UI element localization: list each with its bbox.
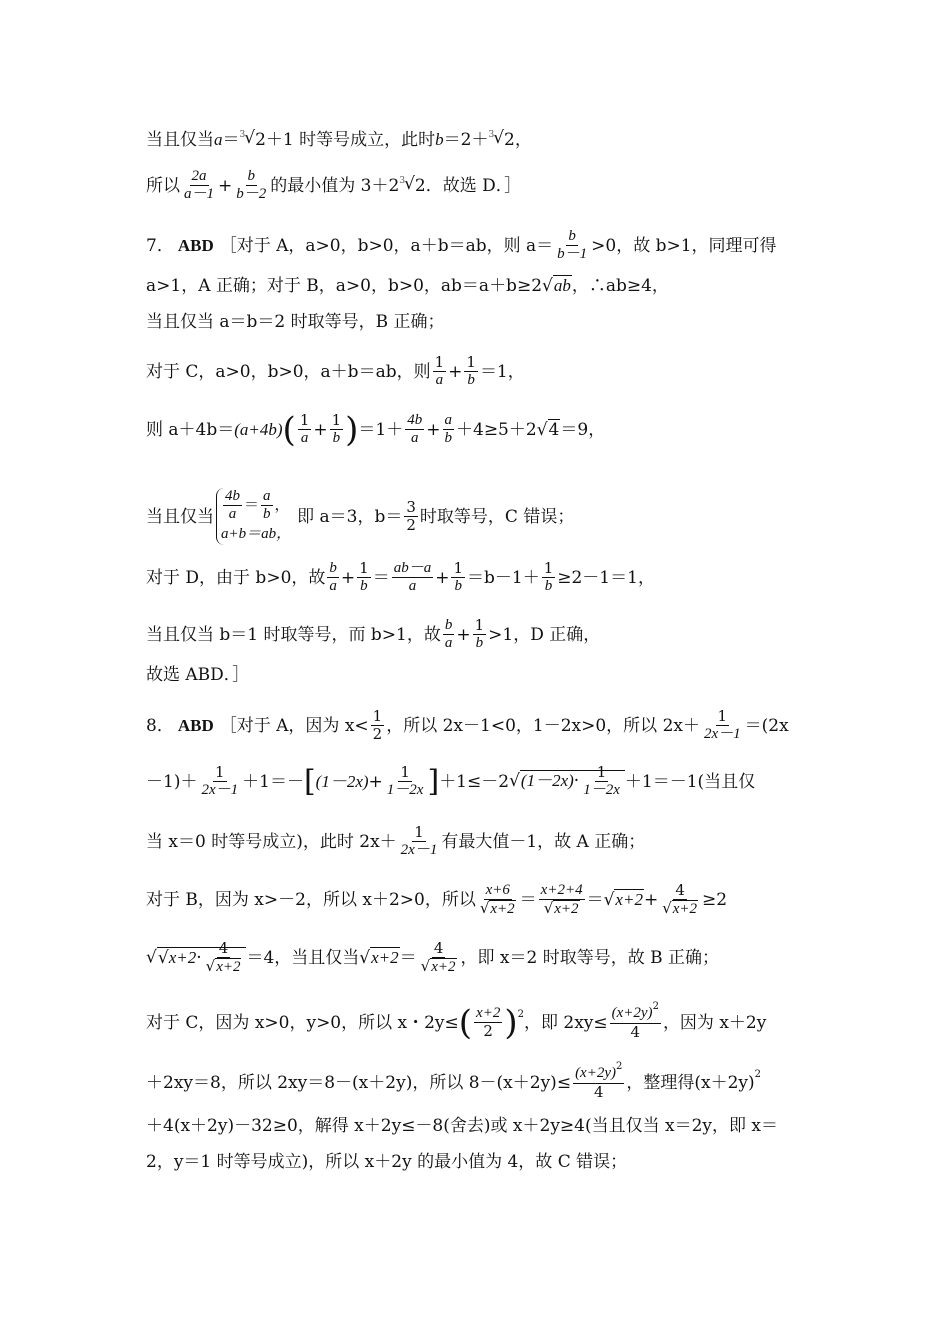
fraction: $\frac{b}{b-2}$: [236, 168, 267, 202]
text-line: ＋2xy＝8，所以 2xy＝8－(x＋2y)，所以 8－(x＋2y)≤ $\frac{(x+2y)^2}{4}$ ，整理得(x＋2y) 2: [146, 1061, 762, 1101]
text-line: 对于 B，因为 x>－2，所以 x＋2>0，所以 $\frac{x+6}{√x+2}$ ＝ $\frac{x+2+4}{√x+2}$ ＝ √x+2 + $\frac{4}{√x+2}$ ≥2: [146, 881, 728, 917]
text-line: 当且仅当 $\frac{4b}{a}$ ＝ $\frac{a}{b}$ ， a+b＝ab， 即 a＝3，b＝ $\frac{3}{2}$ 时取等号，C 错误；: [146, 488, 806, 545]
text-line: 对于 D，由于 b>0，故 $\frac{b}{a}$ + $\frac{1}{b}$ ＝ $\frac{ab-a}{a}$ + $\frac{1}{b}$ ＝b－1＋ $\frac{1}{b}$ ≥2－1＝1，: [146, 559, 655, 594]
text-line: 当且仅当 b＝1 时取等号，而 b>1，故 $\frac{b}{a}$ + $\frac{1}{b}$ >1，D 正确，: [146, 616, 601, 651]
text-line: 所以 $\frac{2a}{a-1}$ + $\frac{b}{b-2}$ 的最小值为 3＋2 $^3$√ 2．故选 D．］: [146, 168, 522, 202]
cube-root: $^3$√: [399, 174, 415, 194]
text-line: 则 a＋4b＝ (a+4b) ( $\frac{1}{a}$ + $\frac{1}{b}$ ) ＝1＋ $\frac{4b}{a}$ + $\frac{a}{b}$ ＋4≥5＋2 √4 ＝9，: [146, 409, 606, 450]
square-root: √√x+2· $\frac{4}{√x+2}$: [146, 940, 246, 976]
fraction: $\frac{2a}{a-1}$: [184, 168, 215, 202]
fraction: $\frac{a}{b}$: [444, 412, 452, 446]
text-line: 2，y＝1 时等号成立)，所以 x＋2y 的最小值为 4，故 C 错误；: [146, 1152, 628, 1172]
square-root: √(1－2x)· $\frac{1}{1-2x}$: [509, 764, 625, 799]
fraction: $\frac{b}{b-1}$: [557, 228, 588, 262]
fraction: $\frac{4b}{a}$: [407, 412, 423, 446]
text-line: √√x+2· $\frac{4}{√x+2}$ ＝4，当且仅当 √x+2 ＝ $\frac{4}{√x+2}$ ，即 x＝2 时取等号，故 B 正确；: [146, 939, 720, 975]
fraction: $\frac{3}{2}$: [406, 498, 416, 534]
text-line: 当且仅当 a ＝ $^3$√ 2＋1 时等号成立，此时 b ＝2＋ $^3$√ 2，: [146, 126, 806, 153]
question-7-header: 7． ABD ［对于 A， a>0，b>0，a＋b＝ab，则 a＝ $\frac{b}{b-1}$ >0，故 b>1，同理可得: [146, 228, 777, 262]
text-line: 当且仅当 a＝b＝2 时取等号，B 正确；: [146, 312, 445, 332]
square-root: √4: [536, 419, 560, 440]
fraction: $\frac{1}{b}$: [331, 411, 342, 446]
cube-root: $^3$√: [488, 128, 505, 148]
text-line: 故选 ABD．］: [146, 665, 250, 685]
text-line: 对于 C，a>0，b>0，a＋b＝ab，则 $\frac{1}{a}$ + $\frac{1}{b}$ ＝1，: [146, 353, 525, 388]
fraction: $\frac{1}{a}$: [434, 353, 445, 388]
equation-system: $\frac{4b}{a}$ ＝ $\frac{a}{b}$ ， a+b＝ab，: [216, 488, 291, 545]
fraction: $\frac{1}{a}$: [299, 411, 310, 446]
text-line: 对于 C，因为 x>0，y>0，所以 x・2y≤ ( $\frac{x+2}{2}$ ) 2 ，即 2xy≤ $\frac{(x+2y)^2}{4}$ ，因为 x＋2y: [146, 1001, 767, 1043]
fraction: $\frac{1}{b}$: [466, 353, 476, 388]
question-8-header: 8． ABD ［对于 A，因为 x< $\frac{1}{2}$ ，所以 2x－1<0，1－2x>0，所以 2x＋ $\frac{1}{2x-1}$ ＝(2x: [146, 707, 789, 743]
text-line: －1)＋ $\frac{1}{2x-1}$ ＋1＝－ [ (1－2x) + $\frac{1}{1-2x}$ ] ＋1≤－2 √(1－2x)· $\frac{1}{1-2x}$ ＋1＝－1(当且仅: [146, 763, 756, 799]
text-line: ＋4(x＋2y)－32≥0，解得 x＋2y≤－8(舍去)或 x＋2y≥4(当且仅当 x＝2y，即 x＝: [146, 1116, 779, 1136]
text-line: 当 x＝0 时等号成立)，此时 2x＋ $\frac{1}{2x-1}$ 有最大值－1，故 A 正确；: [146, 823, 646, 858]
square-root: √ab: [542, 276, 571, 296]
text-line: a>1，A 正确；对于 B，a>0，b>0，ab＝a＋b≥2 √ab ，∴ab≥4，: [146, 276, 669, 296]
cube-root: $^3$√: [239, 128, 256, 148]
